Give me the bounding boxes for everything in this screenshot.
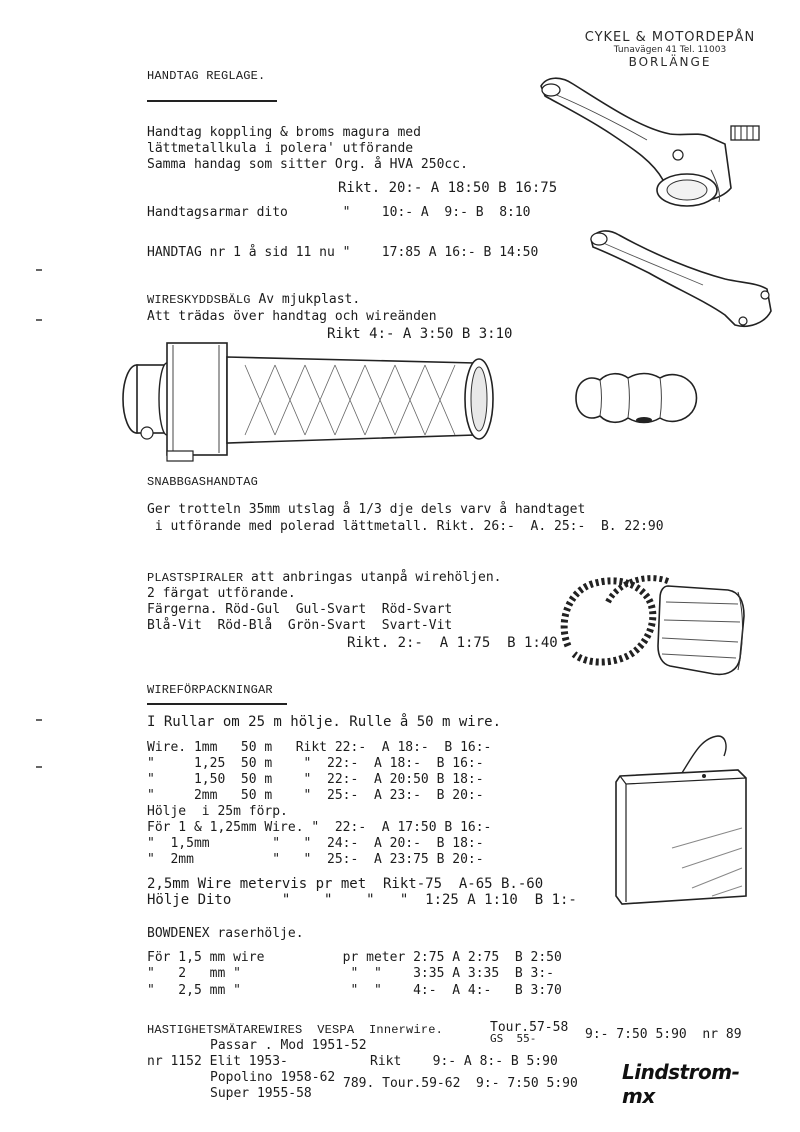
handtag-price: Rikt. 20:- A 18:50 B 16:75 <box>338 180 558 196</box>
bowdenex-row: För 1,5 mm wire pr meter 2:75 A 2:75 B 2:50 <box>147 950 562 965</box>
wireforp-row: " 1,5mm " " 24:- A 20:- B 18:- <box>147 836 484 851</box>
hastighet-elit-price: Rikt 9:- A 8:- B 5:90 <box>370 1054 558 1069</box>
hastighet-tour1: Tour.57-58 <box>490 1020 569 1035</box>
hastighet-heading: HASTIGHETSMÄTAREWIRES VESPA Innerwire. <box>147 1023 444 1037</box>
handtag-nr1-row: HANDTAG nr 1 å sid 11 nu " 17:85 A 16:- B 14:50 <box>147 245 539 260</box>
hastighet-passar: Passar . Mod 1951-52 <box>210 1038 367 1053</box>
wireforp-row: Wire. 1mm 50 m Rikt 22:- A 18:- B 16:- <box>147 740 492 755</box>
plast-heading-rest: att anbringas utanpå wirehöljen. <box>243 570 502 585</box>
hastighet-tour1-price: 9:- 7:50 5:90 nr 89 <box>585 1027 742 1042</box>
hastighet-super: Super 1955-58 <box>210 1086 312 1101</box>
hastighet-elit: nr 1152 Elit 1953- <box>147 1054 288 1069</box>
wireskydd-heading-rest: Av mjukplast. <box>250 292 361 307</box>
handtagsarmar-row: Handtagsarmar dito " 10:- A 9:- B 8:10 <box>147 205 531 220</box>
wireskydd-price: Rikt 4:- A 3:50 B 3:10 <box>327 326 513 342</box>
bowdenex-row: " 2 mm " " " 3:35 A 3:35 B 3:- <box>147 966 554 981</box>
wireforp-row: " 2mm 50 m " 25:- A 23:- B 20:- <box>147 788 484 803</box>
wireforp-row: " 2mm " " 25:- A 23:75 B 20:- <box>147 852 484 867</box>
bowdenex-row: " 2,5 mm " " " 4:- A 4:- B 3:70 <box>147 983 562 998</box>
plast-line2: 2 färgat utförande. <box>147 586 296 601</box>
wireforp-row: Hölje i 25m förp. <box>147 804 288 819</box>
wire-meter-row: 2,5mm Wire metervis pr met Rikt-75 A-65 B.-60 <box>147 876 544 892</box>
lever-arm-illustration <box>585 225 780 330</box>
plastic-spiral-illustration <box>548 562 748 692</box>
snabbgas-line2: i utförande med polerad lättmetall. Rikt. 26:- A. 25:- B. 22:90 <box>147 519 664 534</box>
stamp-name: CYKEL & MOTORDEPÅN <box>584 30 756 45</box>
plast-price: Rikt. 2:- A 1:75 B 1:40 <box>347 635 558 651</box>
plast-line4: Blå-Vit Röd-Blå Grön-Svart Svart-Vit <box>147 618 453 633</box>
hastighet-tour1b: GS 55- <box>490 1032 537 1045</box>
wireforp-heading: WIREFÖRPACKNINGAR <box>147 683 273 697</box>
plast-heading: PLASTSPIRALER <box>147 571 244 585</box>
handtag-line3: Samma handag som sitter Org. å HVA 250cc. <box>147 157 468 172</box>
wireskydd-line2: Att trädas över handtag och wireänden <box>147 309 437 324</box>
bowdenex-heading: BOWDENEX raserhölje. <box>147 926 304 941</box>
snabbgas-line1: Ger trotteln 35mm utslag å 1/3 dje dels varv å handtaget <box>147 502 586 517</box>
handtag-line2: lättmetallkula i polera' utförande <box>147 141 414 156</box>
plast-line3: Färgerna. Röd-Gul Gul-Svart Röd-Svart <box>147 602 453 617</box>
hastighet-tour2: 789. Tour.59-62 9:- 7:50 5:90 <box>343 1076 578 1091</box>
throttle-grip-illustration <box>115 335 505 470</box>
wireforp-intro: I Rullar om 25 m hölje. Rulle å 50 m wire. <box>147 714 502 730</box>
wireforp-row: " 1,50 50 m " 22:- A 20:50 B 18:- <box>147 772 484 787</box>
wire-package-illustration <box>612 728 752 908</box>
stamp-address: Tunavägen 41 Tel. 11003 <box>613 45 727 55</box>
wireskydd-heading: WIRESKYDDSBÄLG <box>147 293 251 307</box>
wire-bellows-illustration <box>568 368 703 428</box>
lever-housing-illustration <box>535 70 765 215</box>
watermark: Lindstrom-mx <box>622 1060 740 1108</box>
handtag-heading: HANDTAG REGLAGE. <box>147 69 266 83</box>
hastighet-popolino: Popolino 1958-62 <box>210 1070 336 1085</box>
wireforp-row: " 1,25 50 m " 22:- A 18:- B 16:- <box>147 756 484 771</box>
wireforp-row: För 1 & 1,25mm Wire. " 22:- A 17:50 B 16:- <box>147 820 492 835</box>
snabbgas-heading: SNABBGASHANDTAG <box>147 475 259 489</box>
handtag-line1: Handtag koppling & broms magura med <box>147 125 421 140</box>
stamp-city: BORLÄNGE <box>628 55 712 69</box>
holje-meter-row: Hölje Dito " " " " 1:25 A 1:10 B 1:- <box>147 892 577 908</box>
